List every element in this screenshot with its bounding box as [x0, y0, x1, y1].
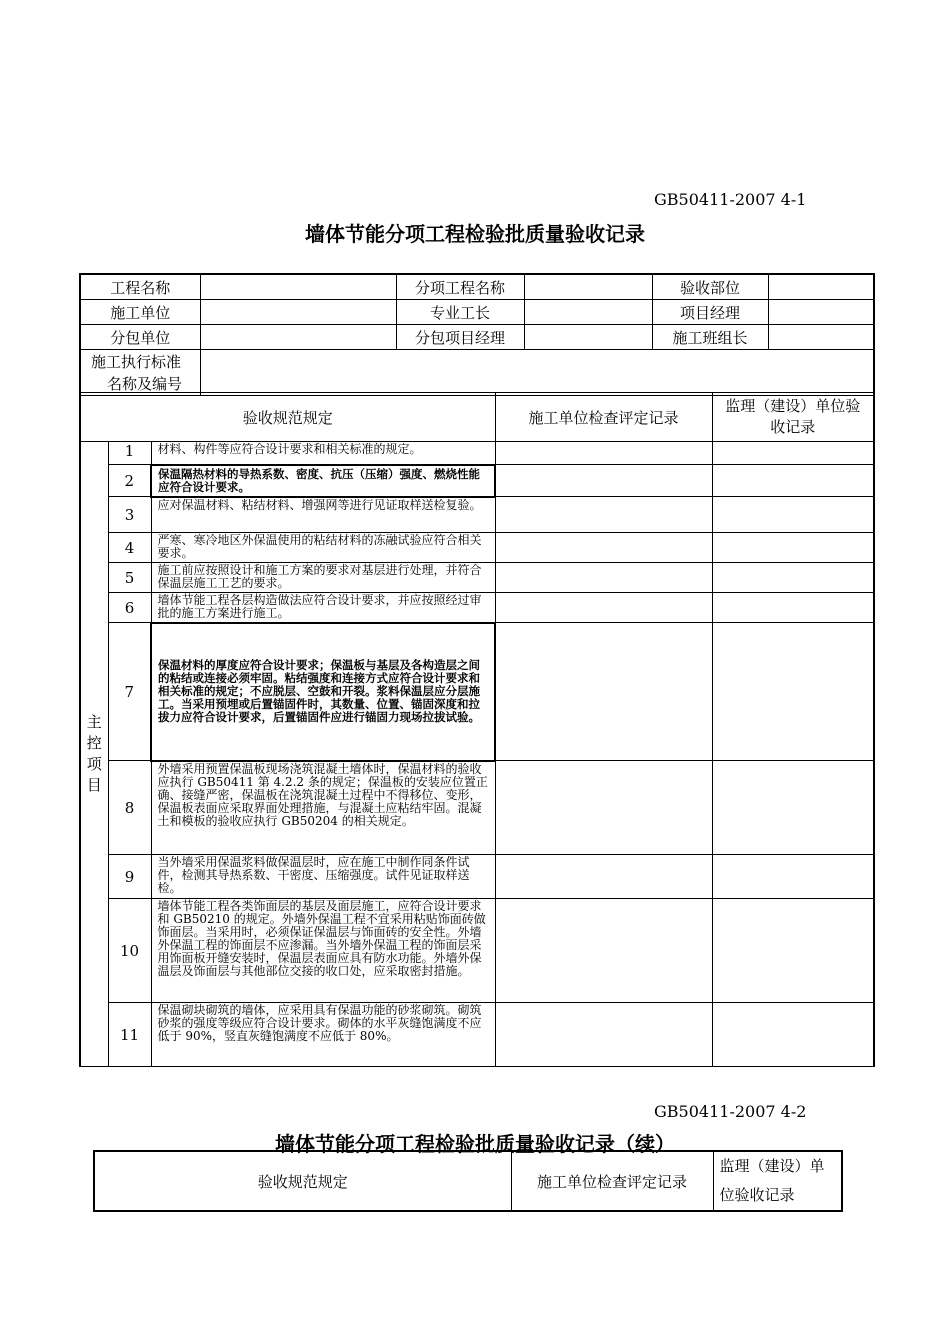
- header-value-subcontractor-5[interactable]: [768, 325, 874, 350]
- item-number: 4: [108, 533, 151, 563]
- item-requirement: 外墙采用预置保温板现场浇筑混凝土墙体时，保温材料的验收应执行 GB50411 第 4.2.2 条的规定；保温板的安装应位置正确、接缝严密，保温板在浇筑混凝土过程中不得移位、变形，保温板表面应采取界面处理措施，与混凝土应粘结牢固。混凝土和模板的验收应执行 GB50204 的相关规定。: [151, 761, 495, 855]
- item-row: [80, 899, 874, 1003]
- item-number: 3: [108, 497, 151, 533]
- item-row: [80, 497, 874, 533]
- item-row: [80, 563, 874, 593]
- contractor-record-cell[interactable]: [495, 497, 712, 533]
- supervisor-record-cell[interactable]: [712, 465, 874, 497]
- col-header-contractor: 施工单位检查评定记录: [495, 393, 712, 442]
- item-row: [80, 593, 874, 623]
- item-number: 1: [108, 442, 151, 465]
- project-info-table: [79, 273, 875, 396]
- supervisor-record-cell[interactable]: [712, 761, 874, 855]
- col-header-spec: 验收规范规定: [94, 1151, 511, 1211]
- supervisor-record-cell[interactable]: [712, 442, 874, 465]
- header-value-subcontractor-1[interactable]: [200, 325, 396, 350]
- header-value-standard[interactable]: [200, 350, 874, 396]
- contractor-record-cell[interactable]: [495, 593, 712, 623]
- header-value-project-name-1[interactable]: [200, 274, 396, 300]
- col-header-spec: 验收规范规定: [80, 393, 495, 442]
- item-row: [80, 1003, 874, 1067]
- header-value-project-name-3[interactable]: [524, 274, 652, 300]
- col-header-contractor: 施工单位检查评定记录: [511, 1151, 713, 1211]
- contractor-record-cell[interactable]: [495, 899, 712, 1003]
- header-value-project-name-5[interactable]: [768, 274, 874, 300]
- header-label-subcontractor-4: 施工班组长: [652, 325, 768, 350]
- item-row: [80, 465, 874, 497]
- col-header-supervisor: 监理（建设）单位验 收记录: [712, 393, 874, 442]
- form-title-continued: 墙体节能分项工程检验批质量验收记录（续）: [275, 1132, 675, 1156]
- header-label-contractor-2: 专业工长: [396, 300, 524, 325]
- form-code: GB50411-2007 4-1: [654, 190, 807, 209]
- header-label-subcontractor-2: 分包项目经理: [396, 325, 524, 350]
- supervisor-record-cell[interactable]: [712, 1003, 874, 1067]
- form-title: 墙体节能分项工程检验批质量验收记录: [305, 222, 645, 246]
- supervisor-record-cell[interactable]: [712, 497, 874, 533]
- contractor-record-cell[interactable]: [495, 855, 712, 899]
- supervisor-record-cell[interactable]: [712, 563, 874, 593]
- supervisor-record-cell[interactable]: [712, 593, 874, 623]
- contractor-record-cell[interactable]: [495, 1003, 712, 1067]
- header-label-subcontractor-0: 分包单位: [80, 325, 200, 350]
- contractor-record-cell[interactable]: [495, 465, 712, 497]
- header-value-subcontractor-3[interactable]: [524, 325, 652, 350]
- supervisor-record-cell[interactable]: [712, 855, 874, 899]
- header-label-contractor-0: 施工单位: [80, 300, 200, 325]
- item-row: [80, 533, 874, 563]
- item-requirement: 材料、构件等应符合设计要求和相关标准的规定。: [151, 442, 495, 465]
- item-number: 2: [108, 465, 151, 497]
- item-number: 9: [108, 855, 151, 899]
- item-number: 8: [108, 761, 151, 855]
- contractor-record-cell[interactable]: [495, 761, 712, 855]
- item-row: [80, 855, 874, 899]
- item-number: 5: [108, 563, 151, 593]
- header-label-standard: 施工执行标准 名称及编号: [80, 350, 200, 396]
- item-requirement: 当外墙采用保温浆料做保温层时，应在施工中制作同条件试件，检测其导热系数、干密度、压缩强度。试件见证取样送检。: [151, 855, 495, 899]
- form-code-continued: GB50411-2007 4-2: [654, 1102, 807, 1121]
- contractor-record-cell[interactable]: [495, 623, 712, 761]
- header-value-contractor-3[interactable]: [524, 300, 652, 325]
- supervisor-record-cell[interactable]: [712, 533, 874, 563]
- header-label-project-name-2: 分项工程名称: [396, 274, 524, 300]
- item-requirement: 墙体节能工程各层构造做法应符合设计要求，并应按照经过审批的施工方案进行施工。: [151, 593, 495, 623]
- supervisor-record-cell[interactable]: [712, 899, 874, 1003]
- item-number: 11: [108, 1003, 151, 1067]
- header-label-project-name-0: 工程名称: [80, 274, 200, 300]
- contractor-record-cell[interactable]: [495, 442, 712, 465]
- col-header-supervisor: 监理（建设）单 位验收记录: [713, 1151, 842, 1211]
- item-requirement: 应对保温材料、粘结材料、增强网等进行见证取样送检复验。: [151, 497, 495, 533]
- header-label-contractor-4: 项目经理: [652, 300, 768, 325]
- item-requirement: 保温材料的厚度应符合设计要求；保温板与基层及各构造层之间的粘结或连接必须牢固。粘结强度和连接方式应符合设计要求和相关标准的规定；不应脱层、空鼓和开裂。浆料保温层应分层施工。当采用预埋或后置锚固件时，其数量、位置、锚固深度和拉拔力应符合设计要求，后置锚固件应进行锚固力现场拉拔试验。: [151, 623, 495, 761]
- section-label-main-control: 主 控 项 目: [80, 442, 108, 1067]
- inspection-table-continued: [93, 1150, 843, 1212]
- header-label-project-name-4: 验收部位: [652, 274, 768, 300]
- item-row: [80, 623, 874, 761]
- item-number: 10: [108, 899, 151, 1003]
- item-requirement: 保温隔热材料的导热系数、密度、抗压（压缩）强度、燃烧性能应符合设计要求。: [151, 465, 495, 497]
- item-requirement: 施工前应按照设计和施工方案的要求对基层进行处理，并符合保温层施工工艺的要求。: [151, 563, 495, 593]
- contractor-record-cell[interactable]: [495, 533, 712, 563]
- item-number: 6: [108, 593, 151, 623]
- header-value-contractor-1[interactable]: [200, 300, 396, 325]
- supervisor-record-cell[interactable]: [712, 623, 874, 761]
- item-requirement: 严寒、寒冷地区外保温使用的粘结材料的冻融试验应符合相关要求。: [151, 533, 495, 563]
- item-row: [80, 442, 874, 465]
- item-requirement: 墙体节能工程各类饰面层的基层及面层施工，应符合设计要求和 GB50210 的规定。外墙外保温工程不宜采用粘贴饰面砖做饰面层。当采用时，必须保证保温层与饰面砖的安全性。外墙外保温工程的饰面层不应渗漏。当外墙外保温工程的饰面层采用饰面板开缝安装时，保温层表面应具有防水功能。外墙外保温层及饰面层与其他部位交接的收口处，应采取密封措施。: [151, 899, 495, 1003]
- item-row: [80, 761, 874, 855]
- header-value-contractor-5[interactable]: [768, 300, 874, 325]
- item-number: 7: [108, 623, 151, 761]
- contractor-record-cell[interactable]: [495, 563, 712, 593]
- item-requirement: 保温砌块砌筑的墙体，应采用具有保温功能的砂浆砌筑。砌筑砂浆的强度等级应符合设计要求。砌体的水平灰缝饱满度不应低于 90%，竖直灰缝饱满度不应低于 80%。: [151, 1003, 495, 1067]
- inspection-table: [79, 392, 875, 1067]
